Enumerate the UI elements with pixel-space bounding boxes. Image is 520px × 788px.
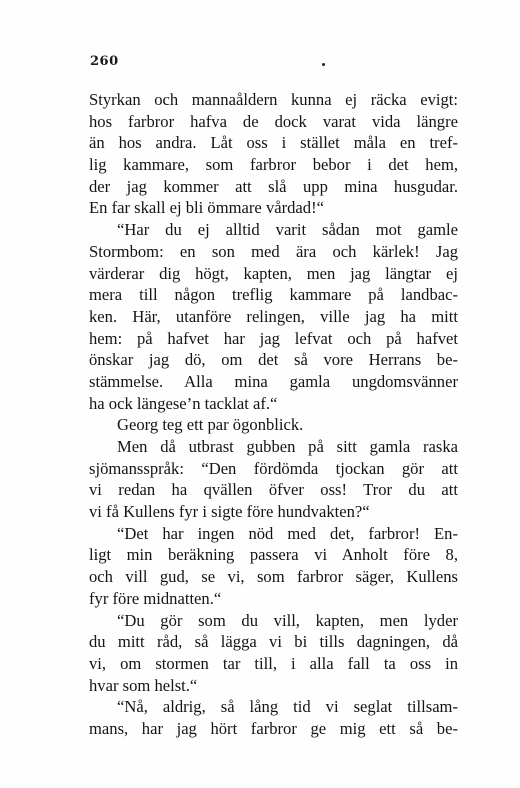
- text-line: hvar som helst.“: [89, 675, 198, 695]
- header-dot: [322, 63, 325, 66]
- page-header: [90, 54, 450, 74]
- page-number: 260: [90, 54, 119, 69]
- text-line: vi få Kullens fyr i sigte före hundvakten?“: [89, 502, 370, 522]
- text-line: mera till någon treflig kammare på landbac-: [89, 285, 458, 305]
- text-line: ligt min beräkning passera vi Anholt före 8,: [89, 545, 458, 565]
- text-line: “Det har ingen nöd med det, farbror! En-: [117, 523, 458, 543]
- body-text: [89, 89, 458, 740]
- text-line: hem: på hafvet har jag lefvat och på hafvet: [89, 328, 458, 348]
- text-line: och vill gud, se vi, som farbror säger, Kullens: [89, 567, 458, 587]
- text-line: värderar dig högt, kapten, men jag längtar ej: [89, 263, 458, 283]
- text-line: “Du gör som du vill, kapten, men lyder: [117, 610, 458, 630]
- text-line: du mitt råd, så lägga vi bi tills dagningen, då: [89, 632, 458, 652]
- text-line: sjömansspråk: “Den fördömda tjockan gör att: [89, 458, 458, 478]
- text-line: mans, har jag hört farbror ge mig ett så be-: [89, 718, 458, 738]
- text-line: fyr före midnatten.“: [89, 588, 222, 608]
- text-line: ha ock längese’n tacklat af.“: [89, 393, 278, 413]
- text-line: vi, om stormen tar till, i alla fall ta oss in: [89, 653, 458, 673]
- text-line: Georg teg ett par ögonblick.: [117, 415, 304, 435]
- text-line: “Nå, aldrig, så lång tid vi seglat tillsam-: [117, 697, 458, 717]
- text-line: önskar jag dö, om det så vore Herrans be-: [89, 350, 458, 370]
- text-line: lig kammare, som farbror bebor i det hem,: [89, 155, 458, 175]
- text-line: Stormbom: en son med ära och kärlek! Jag: [89, 241, 458, 261]
- text-line: Men då utbrast gubben på sitt gamla raska: [117, 437, 458, 456]
- text-line: vi redan ha qvällen öfver oss! Tror du att: [89, 480, 458, 500]
- text-line: ken. Här, utanföre relingen, ville jag ha mitt: [89, 306, 458, 326]
- text-line: “Har du ej alltid varit sådan mot gamle: [117, 220, 458, 240]
- text-line: En far skall ej bli ömmare vårdad!“: [89, 198, 324, 218]
- text-line: stämmelse. Alla mina gamla ungdomsvänner: [89, 371, 458, 391]
- text-line: än hos andra. Låt oss i stället måla en tref-: [89, 133, 458, 153]
- text-line: der jag kommer att slå upp mina husgudar.: [89, 176, 458, 196]
- text-line: Styrkan och mannaåldern kunna ej räcka evigt:: [89, 90, 458, 109]
- text-line: hos farbror hafva de dock varat vida längre: [89, 111, 458, 131]
